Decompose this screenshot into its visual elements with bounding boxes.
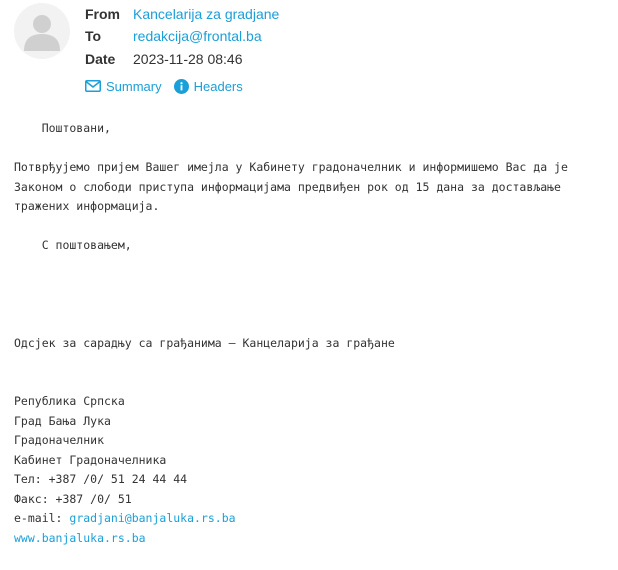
body-line: Кабинет Градоначелника [14,452,167,467]
body-line: Градоначелник [14,433,105,447]
body-line: Град Бања Лука [14,413,111,428]
envelope-icon [85,80,101,92]
body-line: тражених информација. [14,199,160,213]
to-value[interactable]: redakcija@frontal.ba [133,28,262,44]
body-line: Законом о слободи приступа информацијама предвиђен рок од 15 дана за достављање [14,179,561,194]
body-line: Поштовани, [14,121,111,135]
body-line: Тел: +387 /0/ 51 24 44 44 [14,472,188,486]
summary-label: Summary [106,78,162,94]
person-icon [14,3,70,59]
header-actions [85,77,255,95]
email-prefix: e-mail: [14,511,70,525]
message-body [14,119,614,548]
avatar [14,3,70,59]
date-label: Date [85,51,116,67]
body-line: Република Српска [14,394,125,408]
from-label: From [85,6,120,22]
body-line: Одсјек за сарадњу са грађанима – Канцеларија за грађане [14,335,395,350]
body-line: Потврђујемо пријем Вашег имејла у Кабинету градоначелник и информишемо Вас да је [14,160,568,174]
summary-button[interactable] [85,79,162,94]
website-link[interactable]: www.banjaluka.rs.ba [14,530,146,545]
headers-button[interactable] [174,79,243,94]
headers-label: Headers [193,78,243,94]
to-label: To [85,28,102,44]
body-line: С поштовањем, [14,238,132,252]
from-value[interactable]: Kancelarija za gradjane [133,6,280,22]
body-line: Факс: +387 /0/ 51 [14,491,132,506]
email-link[interactable]: gradjani@banjaluka.rs.ba [69,511,236,525]
message-header [0,0,618,110]
info-icon [174,79,189,94]
date-value: 2023-11-28 08:46 [133,51,243,67]
